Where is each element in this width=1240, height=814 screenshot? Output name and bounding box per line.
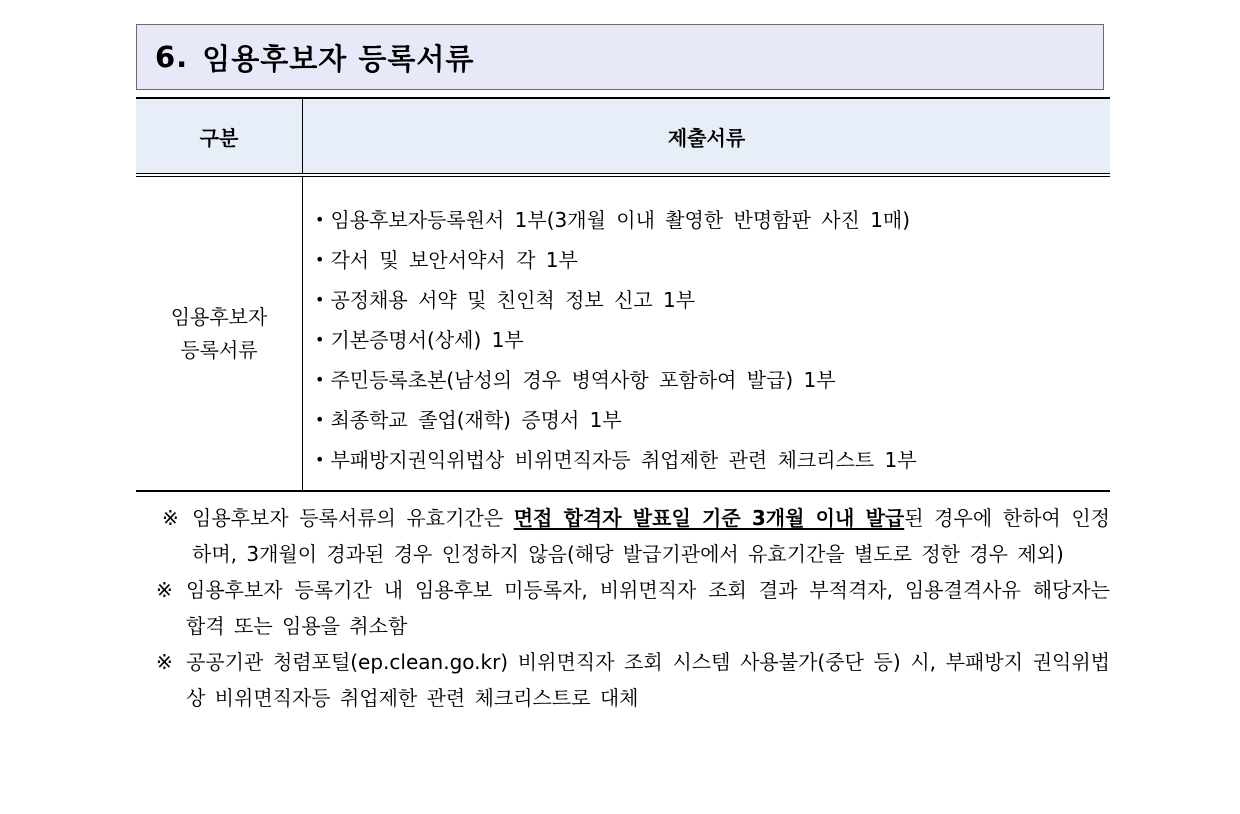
table-body-row [136, 177, 1110, 490]
documents-table [136, 97, 1110, 492]
note-2-text: 임용후보자 등록기간 내 임용후보 미등록자, 비위면직자 조회 결과 부적격자, 임용결격사유 해당자는 합격 또는 임용을 취소함 [186, 578, 1110, 638]
list-item: • 각서 및 보안서약서 각 1부 [315, 248, 578, 272]
bullet-icon: • [315, 370, 325, 389]
table-header-row [136, 99, 1110, 173]
note-1-highlight: 면접 합격자 발표일 기준 3개월 이내 발급 [513, 506, 905, 530]
header-documents: 제출서류 [667, 125, 746, 150]
list-item: • 주민등록초본(남성의 경우 병역사항 포함하여 발급) 1부 [315, 368, 836, 392]
section-title-text: 임용후보자 등록서류 [202, 41, 475, 76]
reference-mark-icon: ※ [156, 578, 173, 602]
bullet-icon: • [315, 210, 325, 229]
list-item: • 공정채용 서약 및 친인척 정보 신고 1부 [315, 288, 696, 312]
note-3-text: 공공기관 청렴포털(ep.clean.go.kr) 비위면직자 조회 시스템 사용불가(중단 등) 시, 부패방지 권익위법상 비위면직자등 취업제한 관련 체크리스트로 대체 [186, 650, 1110, 710]
bullet-icon: • [315, 410, 325, 429]
category-cell [136, 177, 303, 490]
list-item: • 임용후보자등록원서 1부(3개월 이내 촬영한 반명함판 사진 1매) [315, 208, 911, 232]
list-item: • 부패방지권익위법상 비위면직자등 취업제한 관련 체크리스트 1부 [315, 448, 917, 472]
bullet-icon: • [315, 450, 325, 469]
list-item: • 기본증명서(상세) 1부 [315, 328, 524, 352]
bullet-icon: • [315, 290, 325, 309]
category-line-1: 임용후보자 [170, 304, 268, 329]
note-2 [150, 572, 1110, 644]
note-3 [150, 644, 1110, 716]
table-bottom-rule [136, 490, 1110, 492]
notes-section [150, 500, 1110, 716]
section-title [136, 24, 1104, 90]
bullet-icon: • [315, 330, 325, 349]
reference-mark-icon: ※ [156, 650, 173, 674]
note-1-text: 임용후보자 등록서류의 유효기간은 면접 합격자 발표일 기준 3개월 이내 발급된 경우에 한하여 인정하며, 3개월이 경과된 경우 인정하지 않음(해당 발급기관에서 유효기간을 별도로 정한 경우 제외) [192, 506, 1111, 566]
section-number: 6. [155, 40, 189, 74]
header-category: 구분 [136, 99, 303, 173]
reference-mark-icon: ※ [162, 506, 179, 530]
list-item: • 최종학교 졸업(재학) 증명서 1부 [315, 408, 622, 432]
category-line-2: 등록서류 [180, 337, 258, 362]
documents-cell [303, 177, 1110, 490]
note-1 [150, 500, 1110, 572]
bullet-icon: • [315, 250, 325, 269]
